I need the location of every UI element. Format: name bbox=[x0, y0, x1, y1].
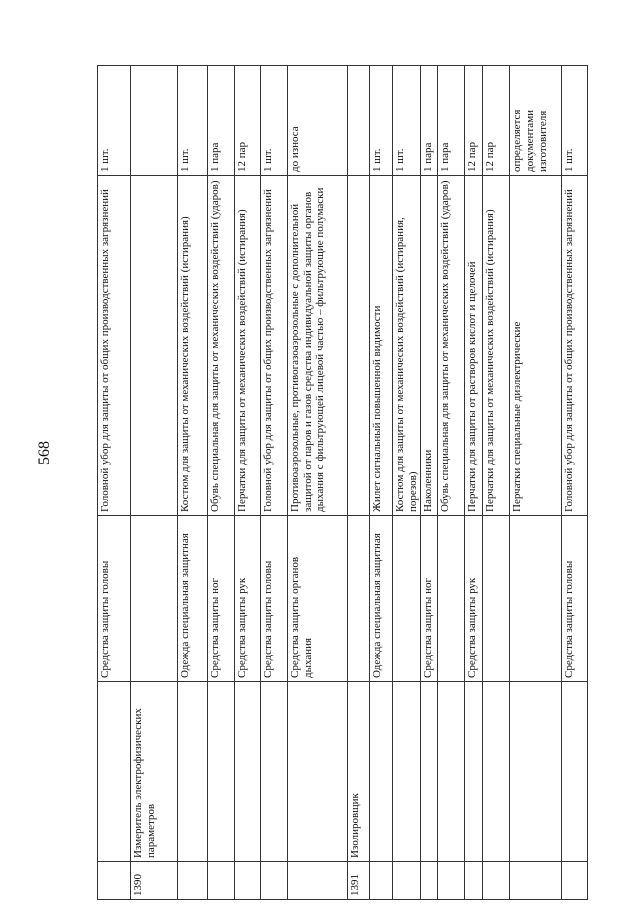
job-title bbox=[465, 682, 483, 862]
table-row bbox=[288, 66, 348, 900]
ppe-item: Перчатки для защиты от механических воздействий (истирания) bbox=[483, 176, 510, 516]
ppe-category bbox=[438, 516, 465, 682]
job-title bbox=[421, 682, 438, 862]
issue-quantity: 1 шт. bbox=[370, 66, 393, 176]
ppe-category: Средства защиты рук bbox=[465, 516, 483, 682]
row-number: 1391 bbox=[348, 862, 370, 900]
job-title bbox=[562, 682, 588, 862]
issue-quantity: 12 пар bbox=[483, 66, 510, 176]
table-row bbox=[438, 66, 465, 900]
issue-quantity: 1 шт. bbox=[178, 66, 208, 176]
ppe-item: Обувь специальная для защиты от механических воздействий (ударов) bbox=[438, 176, 465, 516]
ppe-item: Обувь специальная для защиты от механических воздействий (ударов) bbox=[208, 176, 235, 516]
row-number bbox=[465, 862, 483, 900]
row-number bbox=[288, 862, 348, 900]
row-number bbox=[510, 862, 562, 900]
ppe-item: Перчатки для защиты от механических воздействий (истирания) bbox=[235, 176, 261, 516]
job-title bbox=[98, 682, 131, 862]
job-title: Измеритель электрофизических параметров bbox=[131, 682, 178, 862]
ppe-category: Средства защиты головы bbox=[98, 516, 131, 682]
ppe-item: Противоаэрозольные, противогазоаэрозольные с дополнительной защитой от паров и газов средства индивидуальной защиты органов дыхания с фильтрующей лицевой частью – фильтрующие полумаски bbox=[288, 176, 348, 516]
rotated-table-container bbox=[97, 66, 576, 900]
table-row bbox=[131, 66, 178, 900]
table-row bbox=[370, 66, 393, 900]
job-title bbox=[393, 682, 421, 862]
table-row bbox=[235, 66, 261, 900]
table-row bbox=[421, 66, 438, 900]
issue-quantity bbox=[131, 66, 178, 176]
row-number bbox=[421, 862, 438, 900]
job-title bbox=[370, 682, 393, 862]
table-row bbox=[510, 66, 562, 900]
issue-quantity: 1 шт. bbox=[393, 66, 421, 176]
ppe-category: Средства защиты ног bbox=[208, 516, 235, 682]
job-title bbox=[208, 682, 235, 862]
ppe-category: Средства защиты головы bbox=[562, 516, 588, 682]
table-row bbox=[393, 66, 421, 900]
issue-quantity: 1 пара bbox=[208, 66, 235, 176]
ppe-item bbox=[131, 176, 178, 516]
issue-quantity: 1 пара bbox=[438, 66, 465, 176]
ppe-category bbox=[393, 516, 421, 682]
ppe-item: Перчатки специальные диэлектрические bbox=[510, 176, 562, 516]
row-number bbox=[208, 862, 235, 900]
issue-quantity: 12 пар bbox=[465, 66, 483, 176]
ppe-category: Средства защиты рук bbox=[235, 516, 261, 682]
ppe-item: Костюм для защиты от механических воздействий (истирания, порезов) bbox=[393, 176, 421, 516]
issue-quantity: 1 шт. bbox=[562, 66, 588, 176]
table-row bbox=[348, 66, 370, 900]
table-row bbox=[208, 66, 235, 900]
ppe-item: Головной убор для защиты от общих производственных загрязнений bbox=[562, 176, 588, 516]
ppe-category: Средства защиты головы bbox=[261, 516, 288, 682]
row-number bbox=[562, 862, 588, 900]
ppe-category: Средства защиты ног bbox=[421, 516, 438, 682]
ppe-category: Одежда специальная защитная bbox=[178, 516, 208, 682]
row-number bbox=[261, 862, 288, 900]
job-title bbox=[438, 682, 465, 862]
issue-quantity: до износа bbox=[288, 66, 348, 176]
ppe-item bbox=[348, 176, 370, 516]
issue-quantity: 1 пара bbox=[421, 66, 438, 176]
ppe-category bbox=[131, 516, 178, 682]
table-row bbox=[98, 66, 131, 900]
job-title bbox=[235, 682, 261, 862]
ppe-item: Жилет сигнальный повышенной видимости bbox=[370, 176, 393, 516]
table-row bbox=[261, 66, 288, 900]
row-number: 1390 bbox=[131, 862, 178, 900]
table-row bbox=[178, 66, 208, 900]
ppe-item: Перчатки для защиты от растворов кислот и щелочей bbox=[465, 176, 483, 516]
ppe-category: Одежда специальная защитная bbox=[370, 516, 393, 682]
row-number bbox=[393, 862, 421, 900]
page-number: 568 bbox=[36, 441, 53, 465]
ppe-item: Наколенники bbox=[421, 176, 438, 516]
job-title bbox=[178, 682, 208, 862]
table-row bbox=[562, 66, 588, 900]
ppe-item: Головной убор для защиты от общих производственных загрязнений bbox=[261, 176, 288, 516]
ppe-table bbox=[97, 65, 588, 900]
ppe-category bbox=[510, 516, 562, 682]
issue-quantity: 1 шт. bbox=[261, 66, 288, 176]
job-title bbox=[510, 682, 562, 862]
ppe-category bbox=[348, 516, 370, 682]
ppe-category bbox=[483, 516, 510, 682]
row-number bbox=[178, 862, 208, 900]
row-number bbox=[438, 862, 465, 900]
issue-quantity: определяется документами изготовителя bbox=[510, 66, 562, 176]
issue-quantity bbox=[348, 66, 370, 176]
row-number bbox=[370, 862, 393, 900]
table-row bbox=[465, 66, 483, 900]
table-row bbox=[483, 66, 510, 900]
job-title bbox=[288, 682, 348, 862]
issue-quantity: 12 пар bbox=[235, 66, 261, 176]
ppe-item: Головной убор для защиты от общих производственных загрязнений bbox=[98, 176, 131, 516]
row-number bbox=[483, 862, 510, 900]
row-number bbox=[98, 862, 131, 900]
ppe-category: Средства защиты органов дыхания bbox=[288, 516, 348, 682]
job-title: Изолировщик bbox=[348, 682, 370, 862]
ppe-item: Костюм для защиты от механических воздействий (истирания) bbox=[178, 176, 208, 516]
issue-quantity: 1 шт. bbox=[98, 66, 131, 176]
row-number bbox=[235, 862, 261, 900]
job-title bbox=[483, 682, 510, 862]
job-title bbox=[261, 682, 288, 862]
